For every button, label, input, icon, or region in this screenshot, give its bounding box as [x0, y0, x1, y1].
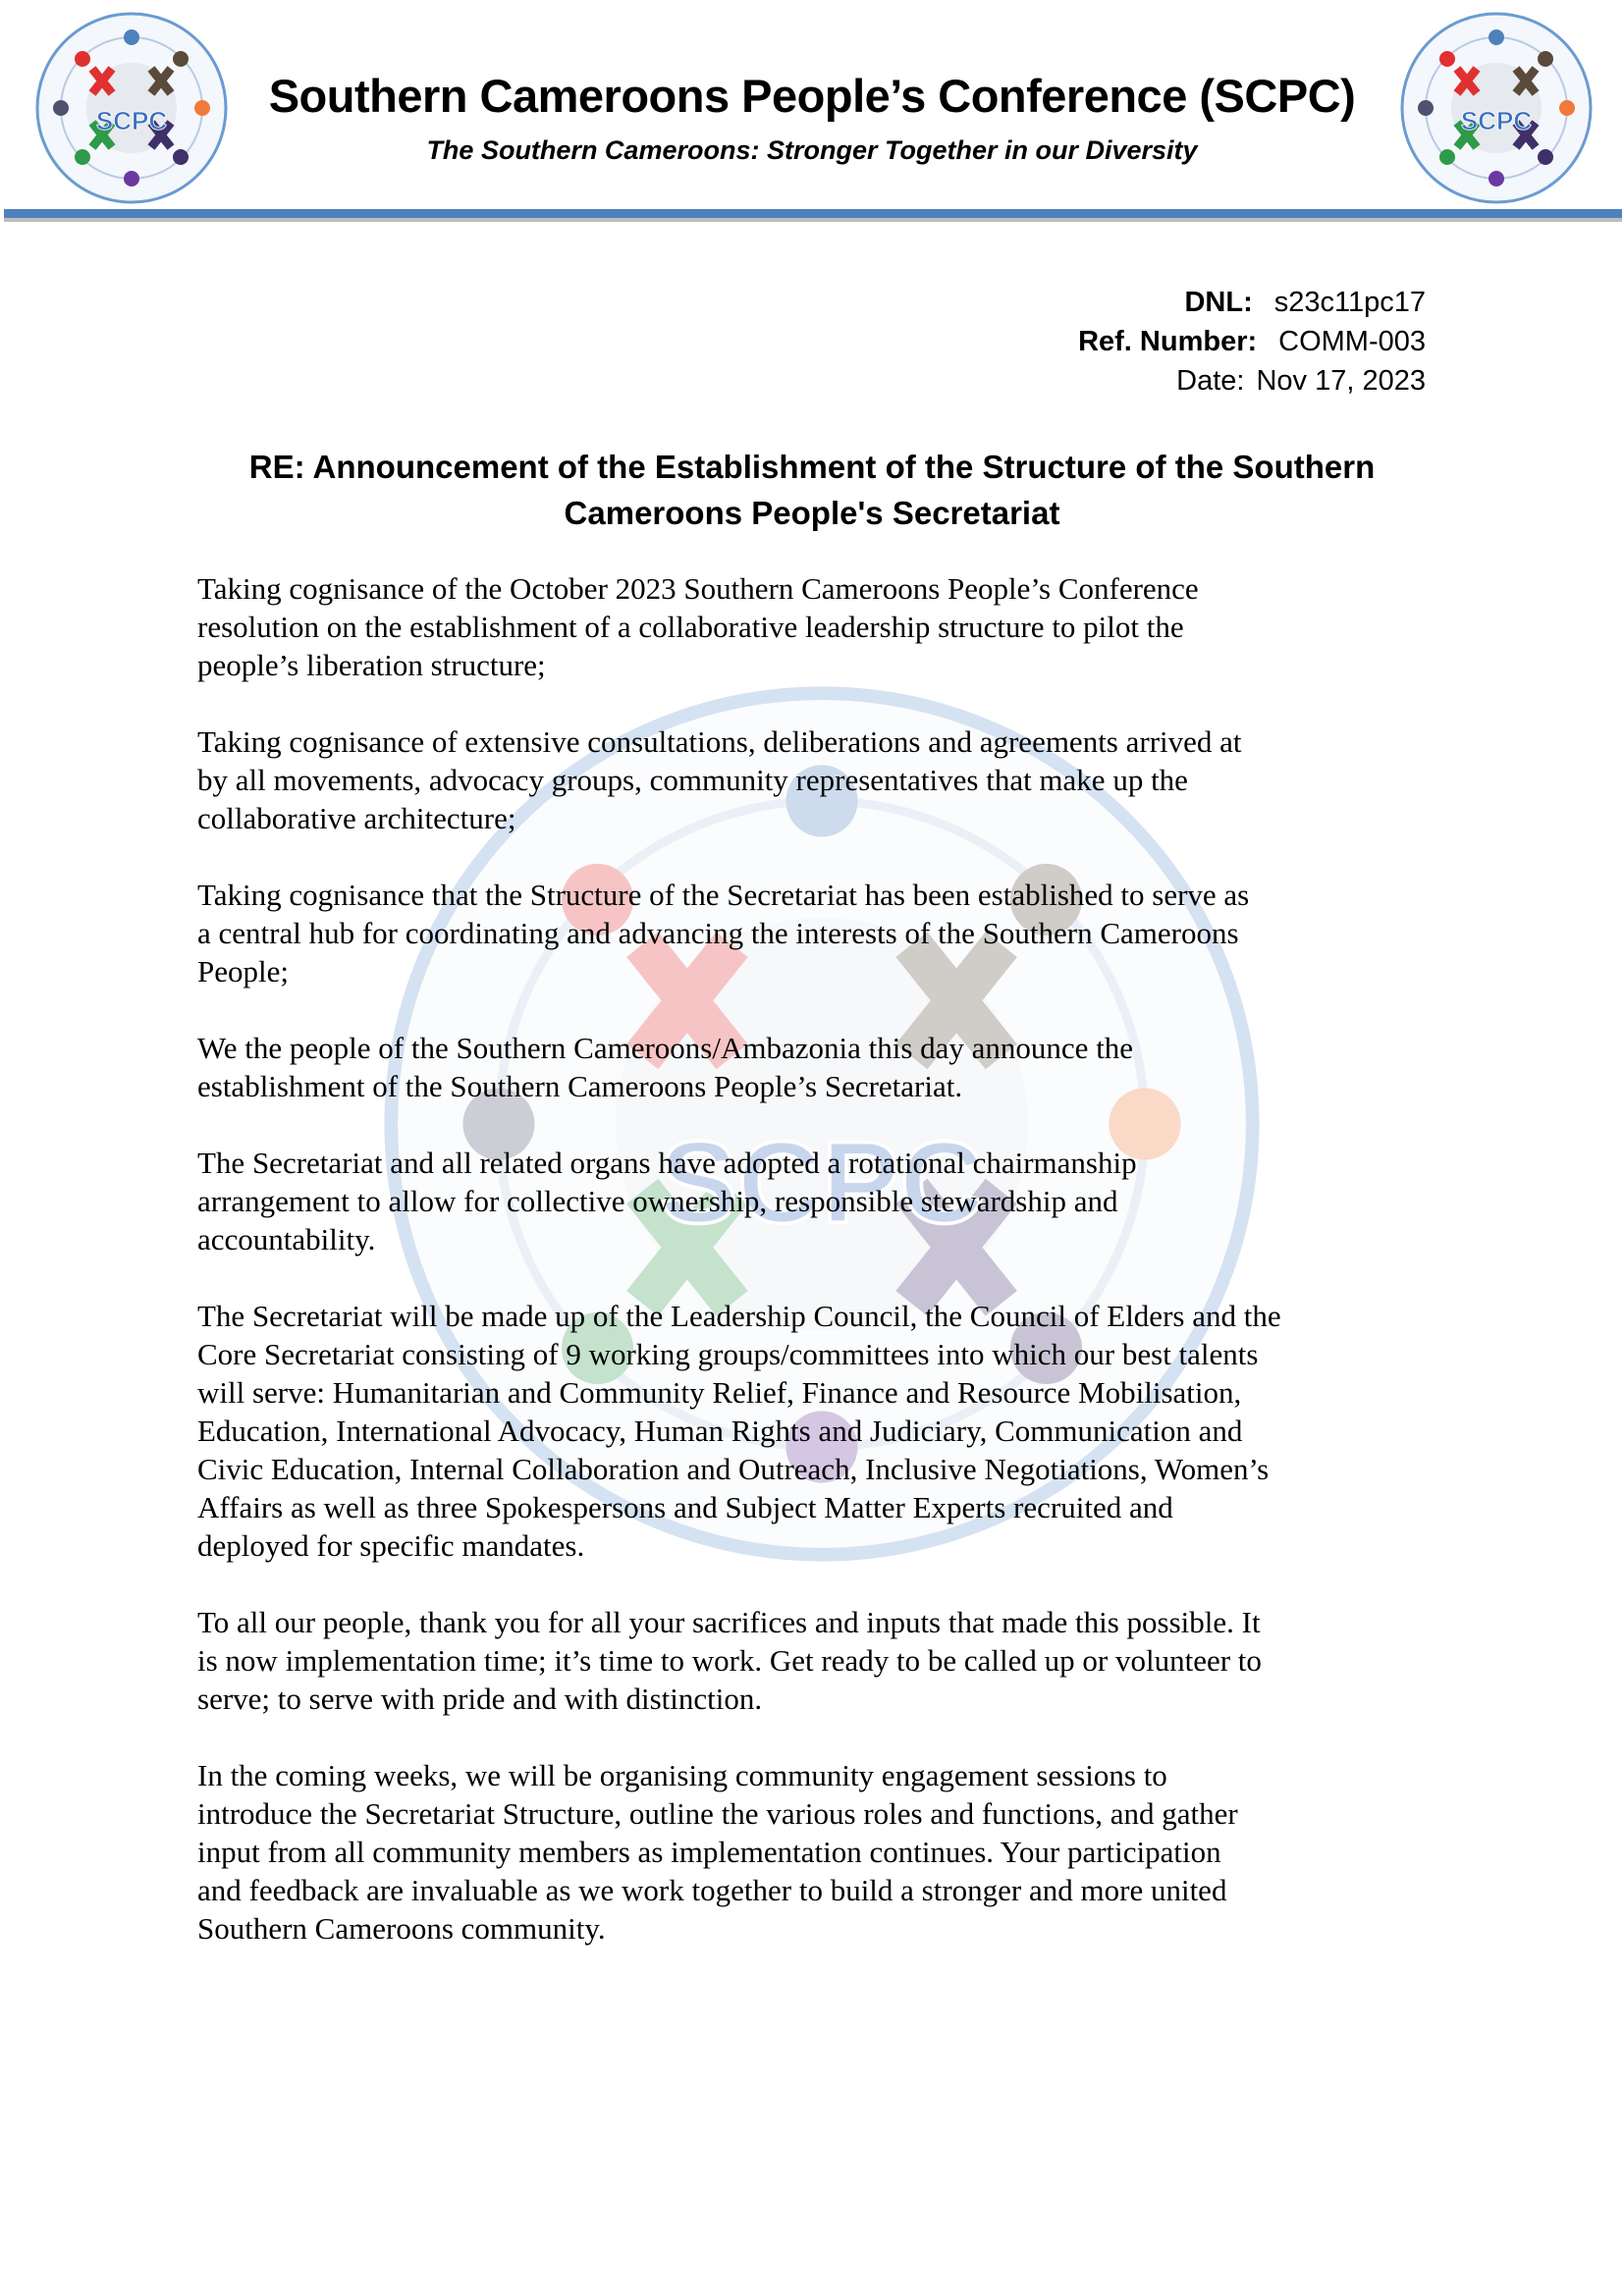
paragraph-line: Southern Cameroons community.: [197, 1911, 606, 1946]
paragraph-line: accountability.: [197, 1222, 376, 1256]
paragraph: [197, 1144, 1281, 1258]
meta-date: [1078, 361, 1426, 400]
paragraph-line: is now implementation time; it’s time to work. Get ready to be called up or volunteer to: [197, 1643, 1262, 1678]
paragraph: [197, 876, 1281, 990]
meta-label: DNL:: [1184, 287, 1253, 318]
heading-line: RE: Announcement of the Establishment of the Structure of the Southern: [248, 449, 1376, 485]
paragraph-line: establishment of the Southern Cameroons People’s Secretariat.: [197, 1069, 963, 1103]
meta-ref-number: [1078, 322, 1426, 361]
paragraph-line: Core Secretariat consisting of 9 working groups/committees into which our best talents: [197, 1337, 1259, 1371]
paragraph: [197, 1297, 1281, 1565]
paragraph-line: input from all community members as implementation continues. Your participation: [197, 1835, 1221, 1869]
heading-line: Cameroons People's Secretariat: [564, 495, 1060, 531]
document-metadata: [1078, 283, 1426, 400]
organization-title: Southern Cameroons People’s Conference (SCPC): [268, 70, 1356, 122]
paragraph-line: by all movements, advocacy groups, community representatives that make up the: [197, 763, 1188, 797]
paragraph-line: People;: [197, 954, 289, 988]
meta-label: Date:: [1176, 365, 1245, 397]
paragraph-line: will serve: Humanitarian and Community Relief, Finance and Resource Mobilisation,: [197, 1375, 1242, 1410]
paragraph-line: Affairs as well as three Spokespersons and Subject Matter Experts recruited and: [197, 1490, 1173, 1524]
paragraph-line: We the people of the Southern Cameroons/Ambazonia this day announce the: [197, 1031, 1134, 1065]
paragraph: [197, 722, 1281, 837]
meta-value: COMM-003: [1278, 326, 1426, 357]
paragraph-line: people’s liberation structure;: [197, 648, 546, 682]
paragraph: [197, 1756, 1281, 1948]
paragraph-line: Taking cognisance that the Structure of the Secretariat has been established to serve as: [197, 878, 1250, 912]
paragraph-line: In the coming weeks, we will be organising community engagement sessions to: [197, 1758, 1167, 1792]
meta-value: s23c11pc17: [1273, 287, 1426, 318]
meta-label: Ref. Number:: [1078, 326, 1258, 357]
paragraph-line: Taking cognisance of extensive consultations, deliberations and agreements arrived at: [197, 724, 1242, 759]
paragraph-line: Education, International Advocacy, Human Rights and Judiciary, Communication and: [197, 1414, 1243, 1448]
paragraph-line: a central hub for coordinating and advancing the interests of the Southern Cameroons: [197, 916, 1239, 950]
paragraph-line: deployed for specific mandates.: [197, 1528, 585, 1563]
paragraph-line: introduce the Secretariat Structure, outline the various roles and functions, and gather: [197, 1796, 1238, 1831]
paragraph-line: The Secretariat will be made up of the Leadership Council, the Council of Elders and the: [197, 1299, 1281, 1333]
meta-value: Nov 17, 2023: [1256, 365, 1426, 397]
organization-tagline: The Southern Cameroons: Stronger Together in our Diversity: [426, 135, 1198, 165]
paragraph-line: resolution on the establishment of a collaborative leadership structure to pilot the: [197, 610, 1184, 644]
paragraph: [197, 1603, 1281, 1718]
header-divider: [4, 209, 1622, 218]
letter-body: [197, 569, 1281, 1986]
paragraph-line: To all our people, thank you for all your sacrifices and inputs that made this possible. It: [197, 1605, 1261, 1639]
meta-dnl: [1078, 283, 1426, 322]
paragraph-line: Taking cognisance of the October 2023 Southern Cameroons People’s Conference: [197, 571, 1199, 606]
paragraph-line: collaborative architecture;: [197, 801, 516, 835]
paragraph-line: arrangement to allow for collective ownership, responsible stewardship and: [197, 1184, 1118, 1218]
paragraph-line: Civic Education, Internal Collaboration and Outreach, Inclusive Negotiations, Women’s: [197, 1452, 1270, 1486]
svg-text:SCPC: SCPC: [95, 106, 168, 135]
paragraph-line: serve; to serve with pride and with distinction.: [197, 1682, 763, 1716]
paragraph: [197, 1029, 1281, 1105]
paragraph-line: The Secretariat and all related organs have adopted a rotational chairmanship: [197, 1146, 1137, 1180]
paragraph: [197, 569, 1281, 684]
header-divider-shadow: [4, 218, 1622, 222]
paragraph-line: and feedback are invaluable as we work together to build a stronger and more united: [197, 1873, 1227, 1907]
subject-heading: [0, 444, 1624, 536]
